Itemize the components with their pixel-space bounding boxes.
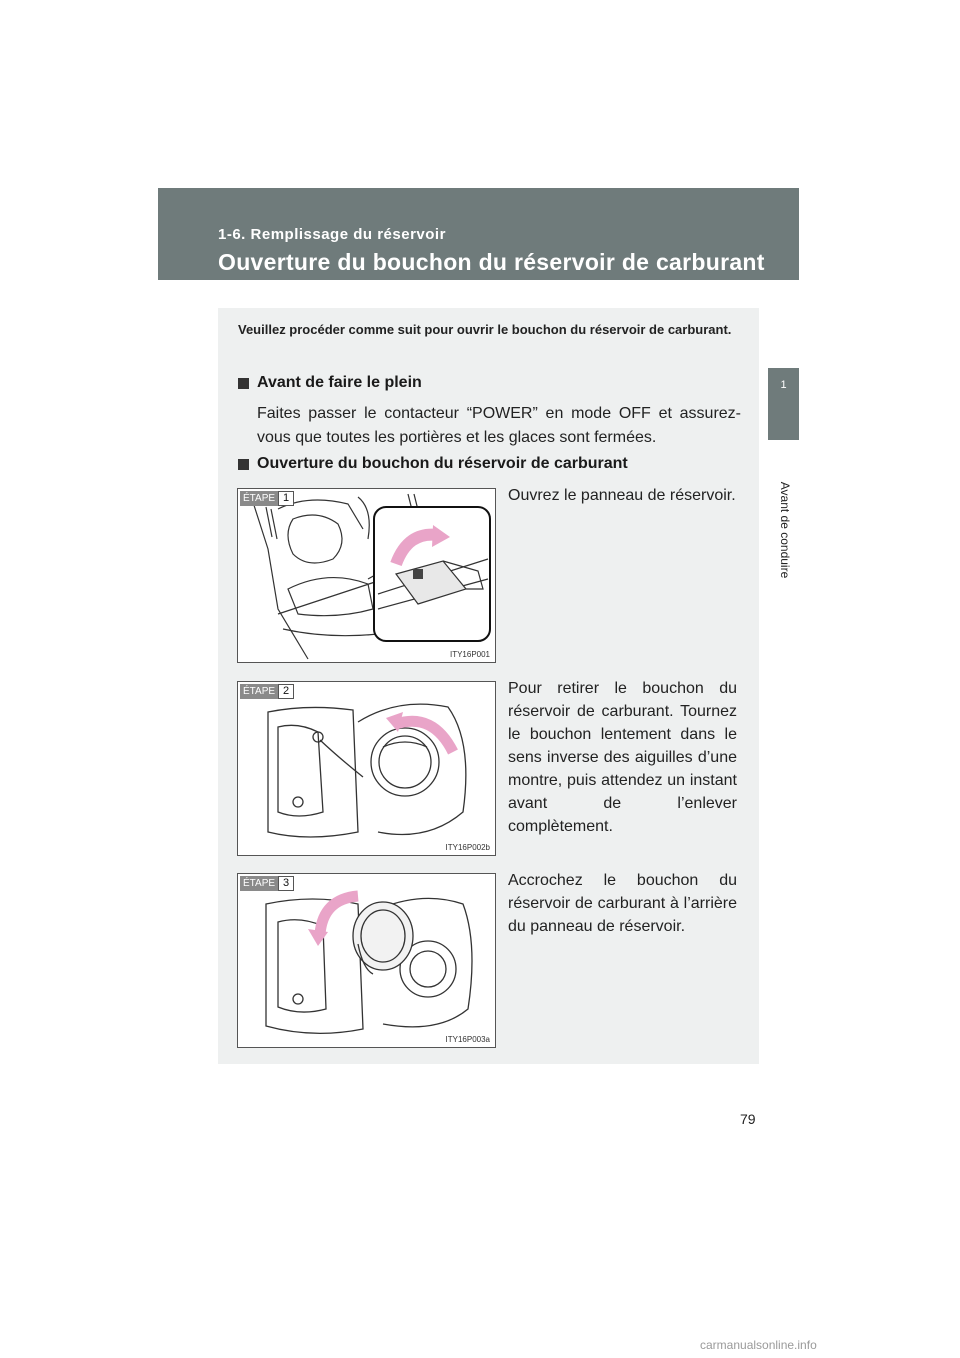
step-label: ÉTAPE — [240, 876, 278, 891]
chapter-side-title-text: Avant de conduire — [778, 481, 792, 579]
intro-text: Veuillez procéder comme suit pour ouvrir le bouchon du réservoir de carburant. — [238, 322, 732, 337]
section-heading-opening-cap — [238, 455, 628, 473]
driver-footwell-opener-illustration — [238, 489, 495, 662]
step-badge — [240, 491, 294, 506]
fuel-cap-unscrew-illustration — [238, 682, 495, 855]
figure-code: ITY16P001 — [449, 650, 490, 659]
watermark: carmanualsonline.info — [700, 1338, 817, 1352]
step-2-illustration — [237, 681, 496, 856]
step-badge — [240, 876, 294, 891]
step-number: 2 — [278, 684, 294, 699]
step-3-text: Accrochez le bouchon du réservoir de carburant à l’arrière du panneau de réservoir. — [508, 872, 737, 935]
step-1-illustration — [237, 488, 496, 663]
page-number: 79 — [740, 1111, 756, 1127]
step-label: ÉTAPE — [240, 684, 278, 699]
step-label: ÉTAPE — [240, 491, 278, 506]
chapter-number: 1 — [780, 379, 787, 391]
section-heading-before-refuel — [238, 374, 422, 392]
section-label: 1-6. Remplissage du réservoir — [218, 226, 446, 243]
step-badge — [240, 684, 294, 699]
figure-code: ITY16P003a — [445, 1035, 490, 1044]
chapter-side-title — [770, 470, 800, 590]
bullet-square-icon — [238, 378, 249, 389]
section-body-before-refuel: Faites passer le contacteur “POWER” en mode OFF et assurez-vous que toutes les portières et les glaces sont fermées. — [257, 405, 741, 446]
section-heading-text: Ouverture du bouchon du réservoir de carburant — [257, 455, 628, 472]
page-title: Ouverture du bouchon du réservoir de carburant — [218, 249, 765, 275]
section-heading-text: Avant de faire le plein — [257, 374, 422, 391]
figure-code: ITY16P002b — [445, 843, 490, 852]
step-2-text: Pour retirer le bouchon du réservoir de carburant. Tournez le bouchon lentement dans le sens inverse des aiguilles d’une montre, puis attendez un instant avant de l’enlever complètement. — [508, 680, 737, 835]
fuel-cap-hook-illustration — [238, 874, 495, 1047]
step-3-illustration — [237, 873, 496, 1048]
step-1-text: Ouvrez le panneau de réservoir. — [508, 487, 736, 504]
bullet-square-icon — [238, 459, 249, 470]
step-number: 3 — [278, 876, 294, 891]
step-number: 1 — [278, 491, 294, 506]
